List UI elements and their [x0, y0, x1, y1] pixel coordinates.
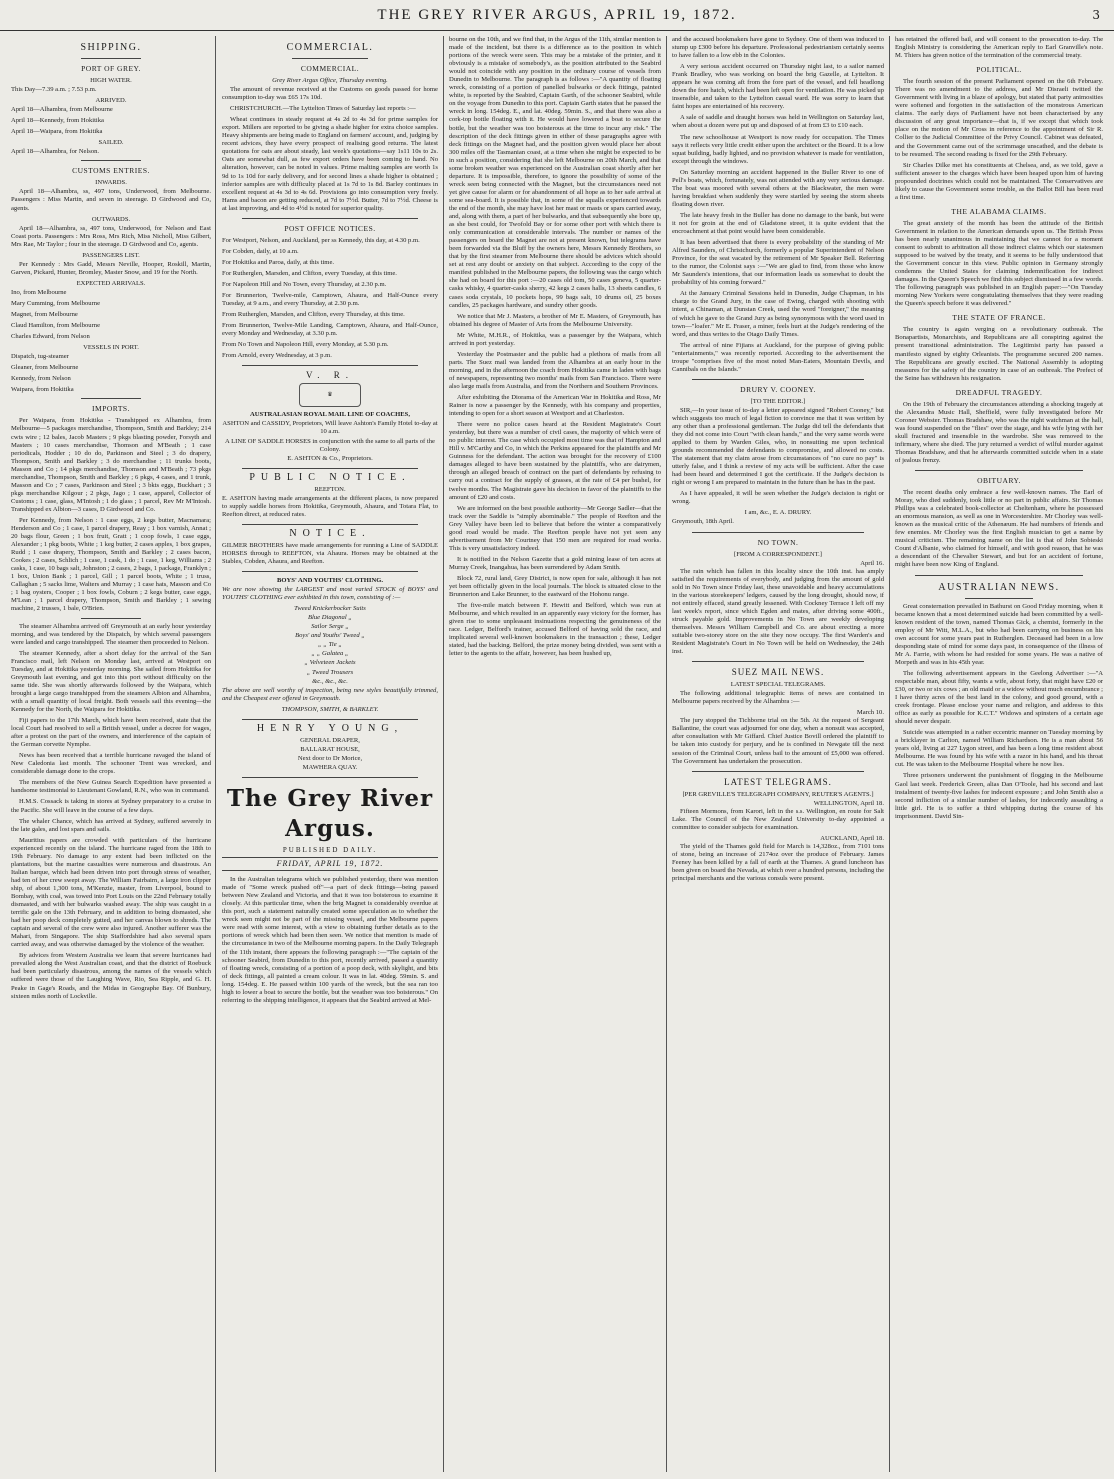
expected-item: Magnet, from Melbourne: [11, 311, 78, 319]
divider: [81, 398, 141, 399]
postoffice-item: For Hokitika and Paroa, daily, at this time.: [222, 258, 335, 266]
boys-clothing-item: „ „ Tie „: [317, 641, 342, 649]
commercial-paragraph: CHRISTCHURCH.—The Lyttelton Times of Saturday last reports :—: [230, 105, 416, 113]
political-heading: POLITICAL.: [976, 65, 1022, 75]
outwards-heading: OUTWARDS.: [91, 215, 131, 223]
australian-news-body: Great consternation prevailed in Bathurst on Good Friday morning, when it became known that a most determined suicide had been committed by a well-known resident of the town, named Thomas Gick, a chemist, formerly in the employ of Mr Witt, M.L.A., but who had been carrying on business on his own account for some years past in Rutherglen. Deceased had been in a low desponding state of mind for some days past, in consequence of the illness of Mr A. Farrie, with whom he had resided for some years. He was a native of Morpeth and was in his 45th year.: [895, 602, 1103, 666]
inport-item: Dispatch, tug-steamer: [11, 353, 69, 361]
article-paragraph: A sale of saddle and draught horses was held in Wellington on Saturday last, when about a dozen were put up and disposed of at from £3 to £10 each.: [672, 114, 884, 130]
expected-heading: EXPECTED ARRIVALS.: [76, 279, 146, 287]
article-paragraph: It has been advertised that there is every probability of the standing of Mr Alfred Saunders, of Christchurch, formerly a popular Superintendent of Nelson Province, for the seat vacated by the retirement of Mr Speaker Bell. Referring to the rumor, the Colonist says :—"We are glad to find, from those who know Mr Saunders's intentions, that our information leads us somewhat to doubt the probability of his coming forward.": [672, 239, 884, 287]
news-paragraph: The members of the New Guinea Search Expedition have presented a handsome testimonial to Lieutenant Gowland, R.N., who was in command.: [11, 779, 211, 795]
article-paragraph: There were no police cases heard at the Resident Magistrate's Court yesterday, but there was a number of civil cases, the majority of which were of no public interest. The case which occupied most time was that of Hampton and Hill v. M'Carthy and Co, in which the Perkins appeared for the plaintiffs and Mr Guinness for the defendant. The action was brought for the recovery of £100 damages alleged to have been sustained by the plaintiffs, who are dairymen, through an alleged breach of contract on the part of defendants by refusing to carry out a contract for the supply of grasses, at the rate of £4 per bushel, for twelve months. The Magistrate gave his decision in favor of the plaintiffs to the amount of £20 and costs.: [449, 421, 661, 501]
inwards-heading: INWARDS.: [95, 179, 127, 187]
divider: [242, 468, 418, 469]
highwater-heading: HIGH WATER.: [90, 77, 132, 84]
imports-entry: Per Waipara, from Hokitika - Transhipped ex Alhambra, from Melbourne—5 packages merchandise, Thompson, Smith and Barkley; 214 cwts wire ; 12 bales, Jacob Masters ; 9 pkgs blasting powder, Forsyth and Masters ; 10 cases merchandise, Thomson and M'Beath ; 1 case periodicals, Hodder ; 10 do do, Parkinson and Steel ; 3 do drapery, Thompson, Smith and Barkley ; 3 do merchandise ; 11 trunks boots, Masson and Co ; 14 pkgs merchandise, Thomson and M'Beath ; 73 pkgs merchandise, Thompson, Smith and Barkley ; 6 pkgs, 4 cases, and 1 trunk, Masson and Co ; 7 cases, Parkinson and Steel ; 3 bkts eggs, Buckhart ; 3 pkgs merchandise Kilgour ; 2 pkgs, Jago ; 1 case, apparel, Collector of Customs ; 1 case, glass, M'Intosh ; 1 do glass ; 1 parcel, Rev Mr M'Intosh. Transhipped ex Albion—3 cases, D Girdwood and Co.: [11, 417, 211, 513]
divider: [692, 661, 864, 662]
henry-young-line: GENERAL DRAPER,: [300, 736, 360, 744]
arrived-item: April 18—Waipara, from Hokitika: [11, 128, 103, 136]
divider: [915, 575, 1083, 576]
divider: [242, 719, 418, 720]
wellington-news: Fifteen Mormons, from Karori, left in the s.s. Wellington, en route for Salt Lake. The Council of the New Zealand University to-day appointed a committee to consider subjects for examination.: [672, 807, 884, 831]
notown-subheading: [FROM A CORRESPONDENT.]: [734, 550, 822, 558]
boys-clothing-item: Boys' and Youths' Tweed „: [295, 632, 365, 640]
news-paragraph: Mauritius papers are crowded with particulars of the hurricane experienced recently on the island. The hurricane raged from the 18th to 19th February. No damage to any extent had been inflicted on the plantations, but the marine casualties were numerous and disastrous. An Italian barque, which had been driven into port through stress of weather, had ten of her crew swept away. The William Fairbairn, a large iron clipper ship, of about 1,300 tons, M'Kenzie, master, from Liverpool, bound to Bombay, with coal, was towed into Port Louis on the 22nd February totally dismasted, and with her bulwarks washed away. The ship was caught in a terrific gale on the 13th February, and in addition to being dismasted, she had her poop deck completely gutted, and her canvas blown to shreds. The captain and several of the crew were also injured. Another sufferer was the Mahari, from Singapore. The ship Staffordshire had also several spars carried away, and was otherwise damaged by the violence of the weather.: [11, 836, 211, 949]
article-paragraph: Mr White, M.H.R., of Hokitika, was a passenger by the Waipara, which arrived in port yesterday.: [449, 331, 661, 347]
shipping-heading: SHIPPING.: [80, 42, 142, 53]
column-leader: [446, 36, 664, 1472]
obituary-heading: OBITUARY.: [977, 476, 1021, 486]
henry-young-line: MAWHERA QUAY.: [302, 763, 358, 771]
article-paragraph: We are informed on the best possible authority—Mr George Sadler—that the track over the Saddle is "simply abominable." The people of Reefton and the Grey Valley have been led to believe that before the winter a comparatively good road would be made. The Reefton people have not yet seen any advertisement from Mr Courtney that 150 men are required for road works. This is very unsatisfactory indeed.: [449, 504, 661, 552]
commercial-paragraph: The amount of revenue received at the Customs on goods passed for home consumption to-day was £65 17s 10d.: [222, 86, 438, 102]
boys-clothing-item: Sailor Serge „: [311, 623, 349, 631]
article-paragraph: bourne on the 10th, and we find that, in the Argus of the 11th, similar mention is made of the incident, but there is a difference as to the position in which portions of the wreck were seen. This may be a mistake of the printer, and it obviously is a mistake of somebody's, as the position attributed to the Seabird would not coincide with any position in the ordinary course of vessels from Dunedin to Melbourne. The paragraph is as follows :—"A quantity of floating wreck, consisting of a portion of panelled bulwarks or deck fittings, painted white, is reported by the Seabird, Captain Garth, of the schooner Seabird, while on the voyage from Dunedin to this port. Captain Garth states that he passed the wreck in long. 154deg. E., and lat. 40deg. 59min. S., and that there was also a cork-top bottle floating with it. He would have lowered a boat to secure the bottle, but the weather was too boisterous at the time to incur any risk." The description of the deck fittings given in either of these paragraphs agree with deck fittings on the Magnet had, and the position given would place her about 300 miles off the Tasmanian coast, at a time when she might be expected to be in such a position, considering that she left Melbourne on 20th March, and that some broken weather was experienced on the Australian coast shortly after her departure. It is impossible, therefore, to ignore the possibility of some of the wreck seen being connected with the Magnet, but the circumstances need not yet give cause for alarm or for abandonment of all hope as to her safe arrival at some sea-board. It is possible that, in some of the squalls experienced towards the end of the month, she may have lost her mast or masts or spars carried away, and, along with them, a part of her bulwarks, and that subsequently she bore up, as she best could, for Twofold Bay or for some other port with which there is only communication at considerable intervals. The number or names of the passengers on board the Magnet are not at present known, but telegrams have been forwarded via the Bluff by the owners here, Messrs Kennedy Brothers, so that by the first steamer from Melbourne there should be advices which should set at rest any doubt or anxiety on that subject. According to the copy of the manifest published in the Melbourne papers, the following was the cargo which she had on board for this port :—20 cases old tom, 50 cases geneva, 5 quarter-casks whisky, 4 quarter-casks sherry, 42 kegs 2 cases halls, 13 sheets candles, 6 cases soda crystals, 10 pockets hops, 99 bags salt, 10 drums oil, 25 boxes candles, 25 packages hardware, and sundry other goods.: [449, 36, 661, 309]
newspaper-flag: The Grey River Argus.: [226, 785, 434, 842]
article-paragraph: At the January Criminal Sessions held in Dunedin, Judge Chapman, in his charge to the Grand Jury, in the case of Ewing, charged with shooting with intent, a Chinaman, at Dunstan Creek, used the word "foreigner," the meaning of which he gave to the Grand Jury as being synonymous with the word used in town—"loafer." Mr E. Fraser, a miner, feels hurt at the Judge's rendering of the word, and thus writes to the Otago Daily Times.: [672, 290, 884, 338]
inwards-entry: April 18—Alhambra, ss, 497 tons, Underwood, from Melbourne. Passengers : Miss Martin, and seven in steerage. D Girdwood and Co, agents.: [11, 188, 211, 212]
column-rule: [443, 36, 444, 1472]
postoffice-item: For Napoleon Hill and No Town, every Thursday, at 2.30 p.m.: [222, 280, 387, 288]
henry-young-heading: HENRY YOUNG,: [256, 722, 404, 734]
expected-item: Ino, from Melbourne: [11, 288, 67, 296]
henry-young-line: Next door to Dr Morice,: [297, 754, 363, 762]
australian-news-body: Suicide was attempted in a rather eccentric manner on Tuesday morning by a bricklayer in Carlton, named William Richardson. He is a man about 56 years old, living at 227 Lygon street, and has been a long time resident about Melbourne. He was found by his wife with a razor in his hand, and his throat cut. He was taken to the Melbourne Hospital where he now lies.: [895, 729, 1103, 769]
commercial-heading: COMMERCIAL.: [286, 42, 374, 53]
postoffice-item: For Westport, Nelson, and Auckland, per ss Kennedy, this day, at 4.30 p.m.: [222, 236, 420, 244]
divider: [292, 58, 368, 59]
divider: [242, 218, 418, 219]
news-paragraph: By advices from Western Australia we learn that severe hurricanes had prevailed along the West Australian coast, and that the district of Roebuck had been particularly disastrous, among the names of the vessels which suffered were those of the Laughing Wave, Rio, Sea Ripple, and G. H. Peake in Gage's Roads, and the Midas in Geographe Bay. Of Bunbury, sixteen miles north of Lockville.: [11, 952, 211, 1000]
vr-heading: V. R.: [305, 370, 355, 381]
news-paragraph: The steamer Kennedy, after a short delay for the arrival of the San Francisco mail, left Nelson on Monday last, arrived at Westport on Tuesday, and at Hokitika yesterday morning. She sailed from Hokitika for Greymouth last evening, and got into this port without difficulty on the same tide. She was shortly afterwards followed by the Waipara, which brought a large cargo transhipped from the steamers Albion and Alhambra, with a small quantity of local freight. Both vessels sail this evening—the Kennedy for the North, the Waipara for Hokitika.: [11, 649, 211, 713]
notown-date: April 16.: [860, 559, 884, 567]
news-paragraph: Fiji papers to the 17th March, which have been received, state that the local Court had resolved to sell a British vessel, under a decree for wages, after a protest on the part of the owners, and interference of the captain of the German corvette Nymphe.: [11, 717, 211, 749]
boys-clothing-item: „ „ Galatea „: [311, 650, 349, 658]
inport-item: Gleaner, from Melbourne: [11, 364, 79, 372]
latest-telegrams-heading: LATEST TELEGRAMS.: [724, 776, 832, 787]
letter-body: SIR,—In your issue of to-day a letter appeared signed "Robert Cooney," but which suggests too much of legal fiction to convince me that it was written by any other than a professional gentleman. The Judge did tell the defendants that they did not come into Court "with clean hands," and the very same words were applied to them by Warden Giles, who, in nonsuiting me upon technical grounds recommended the defendants to compromise, and allowed no costs. The statement that my claim arose from circumstances of "no cure no pay" is utterly false, and I think a review of my acts will be sufficient. After the case had been heard and determined I got the certificate. If the Judge's decision is right or wrong I am prepared to maintain in the future than he has in the past.: [672, 406, 884, 487]
article-paragraph: The five-mile match between F. Hewitt and Belford, which was run at Melbourne, and which resulted in an apparently easy victory for the former, has given rise to some unpleasant insinuations respecting the genuineness of the race. Ledger, Belford's trainer, accused Belford of having sold the race, and implicated several well-known bookmakers in the transaction ; these, Ledger stated, had the backing. Belford, the prize money being divided, was sent with a letter to the agents to the affair, however, has been hushed up,: [449, 602, 661, 658]
mail-line-body: ASHTON and CASSIDY, Proprietors, Will leave Ashton's Family Hotel to-day at 10 a.m.: [222, 420, 438, 436]
boys-clothing-item: &c., &c., &c.: [312, 677, 348, 685]
letter-close: As I have appealed, it will be seen whether the Judge's decision is right or wrong.: [672, 490, 884, 506]
column-rule: [215, 36, 216, 1472]
suez-date: March 10.: [856, 709, 884, 717]
notown-heading: NO TOWN.: [757, 537, 799, 547]
drury-subheading: [TO THE EDITOR.]: [750, 397, 806, 405]
sailed-item: April 18—Alhambra, for Nelson.: [11, 148, 100, 156]
column-rule: [666, 36, 667, 1472]
obituary-body: The recent deaths only embrace a few well-known names. The Earl of Moray, who died suddenly, took little or no part in public affairs. Sir Thomas Phillips was a celebrated book-collector at Cheltenham, where he possessed an enormous mansion, as well as one in Worcestershire. Mr Chorley was well-known as the musical critic of the Athenæum. He had numbers of friends and few enemies. Mr Chorley was the first English musician to get a name by musical criticism. The remaining name on the list is that of John Sobieski Count d'Albanie, who claimed for himself, and with good reason, that he was a descendant of the Chevalier Stewart, and but for an accident of fortune, might have been now King of England.: [895, 489, 1103, 569]
divider: [81, 160, 141, 161]
article-paragraph: Yesterday the Postmaster and the public had a plethora of mails from all parts. The Suez mail was landed from the Alhambra at an early hour in the morning, and in the afternoon the coach from Hokitika came in laden with bags of newspapers, representing two months' mails from San Francisco. There were also large mails from Australia, and from the Northern and Southern Provinces.: [449, 350, 661, 390]
news-paragraph: The whaler Chance, which has arrived at Sydney, suffered severely in the late gales, and lost spars and sails.: [11, 817, 211, 833]
postoffice-item: From Arnold, every Wednesday, at 3 p.m.: [222, 352, 332, 360]
inport-heading: VESSELS IN PORT.: [83, 344, 139, 352]
divider: [915, 470, 1083, 471]
issue-date: FRIDAY, APRIL 19, 1872.: [222, 857, 438, 871]
arrived-item: April 18—Kennedy, from Hokitika: [11, 117, 104, 125]
column-news: [669, 36, 887, 1472]
column-shipping: [8, 36, 214, 1472]
public-notice-heading: PUBLIC NOTICE.: [249, 471, 411, 483]
letter-date: Greymouth, 18th April.: [672, 518, 734, 526]
suez-paragraph: The jury stopped the Tichborne trial on the 5th. At the request of Sergeant Ballantine, the court was adjourned for one day, when a nonsuit was accepted, after consultation with Mr Giffard. Chief Justice Bovill ordered the plaintiff to be taken into custody for perjury, and he is confined in Newgate till the next session of the Criminal Court, unless bail to the amount of £5,000 was offered. The Government has undertaken the prosecution.: [672, 717, 884, 765]
article-paragraph: The late heavy fresh in the Buller has done no damage to the bank, but were it not for groin at the end of Gladstone street, it is quite evident that the encroachment at that point would have been considerable.: [672, 211, 884, 236]
page-number: 3: [1092, 8, 1100, 22]
divider: [692, 532, 864, 533]
henry-young-line: BALLARAT HOUSE,: [300, 745, 360, 753]
boys-clothing-item: Tweed Knickerbocker Suits: [294, 605, 366, 613]
postoffice-item: For Rutherglen, Marsden, and Clifton, every Tuesday, at this time.: [222, 269, 397, 277]
article-paragraph: and the accused bookmakers have gone to Sydney. One of them was induced to stump up £300 before his departure. Professional pedestrianism certainly seems to have fallen to a low ebb in the Colonies.: [672, 36, 884, 60]
expected-item: Claud Hamilton, from Melbourne: [11, 322, 100, 330]
mail-line-title: AUSTRALASIAN ROYAL MAIL LINE OF COACHES,: [250, 411, 410, 419]
divider: [965, 598, 1033, 599]
suez-heading: SUEZ MAIL NEWS.: [731, 667, 825, 678]
published-daily: PUBLISHED DAILY.: [282, 846, 378, 854]
leader-article: In the Australian telegrams which we published yesterday, there was mention made of "Some wreck pushed off"—a part of deck fittings—being passed between New Zealand and Victoria, and that it was too boisterous to examine it closely. At this particular time, when the brig Magnet is considerably overdue at this port, such a statement naturally created some speculation as to whether the wreck seen might not be part of the missing vessel, and the Melbourne papers were read with some interest, with a view to obtaining further details as to the portions of wreck which had been then seen. We notice that mention is made of the circumstance in two of the Melbourne morning papers. In the Daily Telegraph of the 11th instant, there appears the following paragraph :—"The captain of the schooner Seabird, from Dunedin to this port, recently arrived, passed a quantity of floating wreck, consisting of a portion of a poop deck, with skylight, and bits of deck fittings, all painted a cream colour. It was in lat. 40deg. 59min. S. and long. 154deg. E. He passed within 100 yards of the wreck, but the sea ran too high to lower a boat to secure the bottle, but the weather was too boisterous." On referring to the shipping intelligence, it appears that the Seabird arrived at Mel-: [222, 876, 438, 1004]
column-foreign: [892, 36, 1106, 1472]
article-paragraph: A very serious accident occurred on Thursday night last, to a sailor named Frank Bradley, who was working on board the brig Gazelle, at Lyttelton. It appears he was coming aft from the fore part of the vessel, and fell headlong down the fore hatch, which had been left open for ventilation. He was picked up insensible, and taken to the Lyttelton casual ward. He was sorry to learn that faint hopes are entertained of his recovery.: [672, 63, 884, 111]
alabama-heading: THE ALABAMA CLAIMS.: [951, 206, 1047, 216]
tragedy-body: On the 19th of February the circumstances attending a shocking tragedy at the Alexandra Music Hall, Sheffield, were fully investigated before Mr Coroner Webster. Thomas Bradshaw, who was the night watchman at the hall, was found suspended on the "flies" over the stage, and his wife lying with her skull fractured and insensible in the wardrobe. She was removed to the infirmary, where she died. The jury returned a verdict of wilful murder against Thomas Bradshaw, and that he afterwards committed suicide when in a state of jealous frenzy.: [895, 400, 1103, 465]
divider: [242, 571, 418, 572]
boys-clothing-item: „ Velveteen Jackets: [304, 659, 356, 667]
divider: [242, 365, 418, 366]
article-paragraph: On Saturday morning an accident happened in the Buller River to one of Pell's boats, which, fortunately, was not attended with any very serious damage. The boat was moored with several others at the Blackwater, the men were having breakfast when suddenly they were startled by seeing the storm sheets floating down river.: [672, 168, 884, 208]
saddle-line: A LINE OF SADDLE HORSES in conjunction with the same to all parts of the Colony.: [225, 437, 435, 453]
drury-heading: DRURY V. COONEY.: [740, 384, 816, 394]
postoffice-item: From No Town and Napoleon Hill, every Monday, at 5.30 p.m.: [222, 341, 389, 349]
auckland-news: The yield of the Thames gold field for March is 14,328oz., from 7101 tons of stone, being an increase of 2174oz over the produce of February. James Feeney has been killed by a fall of earth at the Thames. A grand luncheon has been given on board the Nevada, at which over a hundred persons, including the principal merchants and the various consuls were present.: [672, 842, 884, 883]
commercial-subheading: COMMERCIAL.: [300, 64, 360, 73]
letter-signature: I am, &c., E. A. DRURY.: [744, 509, 812, 517]
arrived-item: April 18—Alhambra, from Melbourne: [11, 106, 113, 114]
france-heading: THE STATE OF FRANCE.: [952, 313, 1046, 323]
arrived-heading: ARRIVED.: [95, 97, 127, 105]
boys-clothing-footer: The above are well worthy of inspection, being new styles beautifully trimmed, and the Cheapest ever offered in Greymouth.: [222, 686, 438, 702]
expected-item: Charles Edward, from Nelson: [11, 333, 90, 341]
australian-news-heading: AUSTRALIAN NEWS.: [938, 581, 1060, 593]
news-paragraph: H.M.S. Cossack is taking in stores at Sydney preparatory to a cruise in the Pacific. She will leave in the course of a few days.: [11, 798, 211, 814]
masthead-title: THE GREY RIVER ARGUS, APRIL 19, 1872.: [377, 7, 737, 23]
customs-heading: CUSTOMS ENTRIES.: [72, 166, 150, 176]
commercial-dateline: Grey River Argus Office, Thursday evening.: [272, 77, 388, 84]
port-heading: PORT OF GREY.: [81, 64, 141, 73]
saddle-signature: E. ASHTON & Co., Proprietors.: [287, 454, 373, 462]
postoffice-item: For Brunnerton, Twelve-mile, Camptown, Ahaura, and Half-Ounce every Tuesday, at 9 a.m., and every Thursday, at 2.30 p.m.: [222, 291, 438, 308]
imports-entry: Per Kennedy, from Nelson : 1 case eggs, 2 kegs butter, Macnamara; Henderson and Co ; 1 case, 1 parcel drapery, Reay ; 1 box varnish, Annat ; 20 bags flour, Green ; 1 box fruit, Gratt ; 1 coop fowls, 1 case eggs, Alexander ; 1 pkg boots, White ; 1 keg butter, 2 cases apples, 1 box grapes, Rudd ; 1 case drapery, Thompson, Smith and Barkley ; 2 cases bacon, Cookes ; 2 cases, Schlich ; 1 case, 1 cask, 1 do ; 1 case, 1 keg, Williams ; 2 casks, 1 case, 10 bags salt, Johnston ; 2 cases, 2 bags, 1 package, Franklyn ; 1 box, Union Bank ; 1 parcel, Gill ; 1 parcel boots, White ; 1 truss, Callaghan ; 5 sacks lime, Walters and Murray ; 1 case hats, Masson and Co ; 1 bag oysters, Cooper ; 1 box fowls, Coburn ; 2 kegs butter, case eggs, M'Lean ; 1 parcel drapery, Thompson, Smith and Barkley ; 1 sewing machine, 2 trusses, 1 bale, O'Brien.: [11, 516, 211, 613]
article-paragraph: has retained the offered bail, and will consent to the prosecution to-day. The English Ministry is considering the American reply to Earl Granville's note. M. Thiers has given notice of the termination of the commercial treaty.: [895, 36, 1103, 60]
highwater-times: This Day—7.39 a.m. ; 7.53 p.m.: [11, 86, 97, 94]
article-paragraph: The new schoolhouse at Westport is now ready for occupation. The Times says it reflects very little credit either upon the architect or the Board. It is a low squat building, badly lighted, and no provision whatever is made for ventilation, except through the windows.: [672, 133, 884, 165]
divider: [692, 771, 864, 772]
australian-news-body: The following advertisement appears in the Geelong Advertiser :—"A respectable man, about fifty, wants a wife, about forty, that might have £20 or £30, or two or six cows ; an old maid or a widow without much encumbrance ; I have thirty acres of the best land in the colony, and good ground, with a creek frontage. Please enclose your name and religion, and address to this office as early as possible for K.C.T." Widows and spinsters of a certain age should never despair.: [895, 669, 1103, 726]
notown-body: The rain which has fallen in this locality since the 10th inst. has amply satisfied the requirements of everybody, and judging from the amount of gold sold in No Town since Friday last, these unavoidable and heavy accumulations in the various storekeepers' ledgers, caused by the long drought, should now, if not entirely effaced, stand greatly lessened. With Cockney Terrace I left off my last week's report, since which Egden and mates, after driving some 400ft., struck payable gold. Improvements in No Town are weekly developing themselves. Messrs William Campbell and Co. are about erecting a more suitable two-storey store on the site they now occupy. The first Warden's and Resident Magistrate's Court in No Town will be held on Wednesday, the 24th inst.: [672, 567, 884, 656]
latest-telegrams-sub: [PER GREVILLE'S TELEGRAPH COMPANY, REUTER'S AGENTS.]: [682, 790, 874, 798]
royal-arms-icon: ♛: [299, 383, 361, 407]
expected-item: Mary Cumming, from Melbourne: [11, 299, 101, 307]
divider: [242, 524, 418, 525]
suez-subheading: LATEST SPECIAL TELEGRAMS.: [730, 681, 826, 689]
article-paragraph: After exhibiting the Diorama of the American War in Hokitika and Ross, Mr Rainer is now a passenger by the Kennedy, with his company and properties, intending to open for a short season at Westport and at Charleston.: [449, 394, 661, 418]
sailed-heading: SAILED.: [98, 139, 124, 147]
divider: [242, 777, 418, 778]
postoffice-item: From Brunnerton, Twelve-Mile Landing, Camptown, Ahaura, and Half-Ounce, every Monday and Wednesday, at 3.30 p.m.: [222, 322, 438, 338]
commercial-paragraph: Wheat continues in steady request at 4s 2d to 4s 3d for prime samples for export. Millers are reported to be giving a shade higher for extra choice samples. Heavy shipments are being made to England on farmers' account, and, judging by recent advices, they have every prospect of realising good returns. The latest quotations for oats are about steady, last week's quotations—say 1s11 10s to 2s. Oats are somewhat dull, as few export orders have been coming to hand. No alteration, however, can be noted in values. Prime malting samples are worth 1s 9d to 1s 10d for early delivery, and for second lines a shade higher is obtained ; inferior samples are with difficulty placed at 1s 7d to 1s 8d. Barley continues in excellent request at 4s 3d to 4s 6d. Provisions go into consumption very freely. Hams and bacon are getting reduced, at 7d to 7½d. Butter, 7d to 7½d. Cheese is at last improving, and 4d to 4½d is noted for superior quality.: [222, 116, 438, 212]
article-paragraph: Block 72, rural land, Grey District, is now open for sale, although it has not yet been officially given in the local journals. The block is situated close to the Brunnerton and Lake Brunner, to the eastward of the Hohonu range.: [449, 575, 661, 599]
boys-clothing-body: We are now showing the LARGEST and most varied STOCK of BOYS' and YOUTHS' CLOTHING ever exhibited in this town, consisting of :—: [222, 586, 438, 602]
suez-body: The following additional telegraphic items of news are contained in Melbourne papers received by the Alhambra :—: [672, 690, 884, 706]
article-paragraph: We notice that Mr J. Masters, a brother of Mr E. Masters, of Greymouth, has obtained his degree of Master of Arts from the Melbourne University.: [449, 312, 661, 328]
political-body: The fourth session of the present Parliament opened on the 6th February. There was no amendment to the address, and Mr Disraeli twitted the Government with living in a blaze of apology, but stated that party animosities were softened and forgotten in the satisfaction of the monstrous American claims. The early days of Parliament have not been characterised by any discussion of any great importance—that is, if we except that which took place on the motion of Mr Cross in reference to the appointment of Sir R. Collier to the Judicial Committee of the Privy Council. Cabinet was defeated, and the Government came out of the scrimmage unscathed, and the debate is to be resumed. The second reading is fixed for the 29th February.: [895, 78, 1103, 158]
postoffice-heading: POST OFFICE NOTICES.: [284, 223, 376, 233]
news-paragraph: News has been received that a terrible hurricane ravaged the island of New Caledonia last month. The schooner Trent was wrecked, and considerable damage done to the crops.: [11, 752, 211, 776]
news-paragraph: The steamer Alhambra arrived off Greymouth at an early hour yesterday morning, and was tendered by the Dispatch, by which several passengers were landed and cargo transhipped. The steamer then proceeded to Nelson.: [11, 622, 211, 646]
outwards-entry: April 18—Alhambra, ss, 497 tons, Underwood, for Nelson and East Coast ports. Passengers : Mrs Ross, Mrs Rich, Miss Nicholl, Miss Gilbert, Mrs Rae, Mr Taylor ; four in the steerage. D Girdwood and Co, agents.: [11, 224, 211, 248]
postoffice-item: For Cobden, daily, at 10 a.m.: [222, 247, 299, 255]
political-body: Sir Charles Dilke met his constituents at Chelsea, and, as we told, gave a sufficient answer to the charges which have been heaped upon him of having propounded doctrines which could not be maintained. The Conservatives are likely to cause the Government some trouble, as the Ballot Bill has been read a first time.: [895, 161, 1103, 201]
passengers-entry: Per Kennedy : Mrs Gadd, Messrs Neville, Hooper, Roskill, Martin, Garven, Pickard, Hunter, Bromley, Master Snow, and 19 for the North.: [11, 260, 211, 276]
public-notice-body: E. ASHTON having made arrangements at the different places, is now prepared to supply saddle horses from Hokitika, Greymouth, Ahaura, and Totara Flat, to Reefton direct, at reduced rates.: [222, 494, 438, 518]
column-rule: [889, 36, 890, 1472]
imports-heading: IMPORTS.: [92, 404, 130, 414]
wellington-dateline: WELLINGTON, April 18.: [813, 799, 884, 807]
divider: [692, 379, 864, 380]
france-body: The country is again verging on a revolutionary outbreak. The Bonapartists, Monarchists, and Republicans are all conspiring against the present transitional administration. The Legitimist party has passed a manifesto signed by eighty Orleanists. The programme secured 200 names. The Republicans are greatly excited. The National Assembly is adopting measures for the safety of the country in case of an outbreak. The Prefect of the Seine has withdrawn his resignation.: [895, 326, 1103, 382]
column-commercial: [219, 36, 441, 1472]
australian-news-body: Three prisoners underwent the punishment of flogging in the Melbourne Gaol last week. Frederick Green, alias Dan O'Toole, had his second and last instalment of twenty-five lashes for indecent exposure ; and John Smith also a second infliction of a similar number of lashes, for indecently assaulting a little girl. He is to suffer a third whipping during the course of his imprisonment. David Sin-: [895, 772, 1103, 820]
notice-heading: NOTICE.: [289, 527, 371, 539]
inport-item: Kennedy, from Nelson: [11, 375, 71, 383]
boys-clothing-signature: THOMPSON, SMITH, & BARKLEY.: [281, 705, 379, 713]
article-paragraph: It is notified in the Nelson Gazette that a gold mining lease of ten acres at Murray Creek, Inangahua, has been surrendered by Adam Smith.: [449, 555, 661, 571]
postoffice-item: From Rutherglen, Marsden, and Clifton, every Thursday, at this time.: [222, 311, 405, 319]
inport-item: Waipara, from Hokitika: [11, 386, 74, 394]
auckland-dateline: AUCKLAND, April 18.: [820, 834, 884, 842]
boys-clothing-item: „ Tweed Trousers: [306, 668, 354, 676]
alabama-body: The great anxiety of the month has been the attitude of the British Government in relation to the American demands upon us. The British Press has been nearly unanimous in maintaining that we cannot for a moment consent to submit to arbitration all those indirect claims which our statesmen supposed to be waived by the treaty, and it seems to be fully understood that the Government concur in this view. Public opinion in Germany strongly condemns the United States for claiming indemnification for indirect damages. In the Queen's Speech we find this subject dismissed in a few words. The following paragraph was published in an English paper:—"On Tuesday morning New Yorkers were congratulating themselves that they were reading the Queen's speech before it was delivered.": [895, 219, 1103, 308]
article-paragraph: The arrival of nine Fijians at Auckland, for the purpose of giving public "entertainments," was recently reported. According to the advertisement the troupe "comprises five of the most noted Man-Eaters, Mountain Devils, and Cannibals on the Islands.": [672, 341, 884, 373]
boys-clothing-heading: BOYS' AND YOUTHS' CLOTHING.: [276, 577, 383, 585]
divider: [81, 58, 141, 59]
gilmer-notice: GILMER BROTHERS have made arrangements for running a Line of SADDLE HORSES through to REEFTON, via Ahaura. Horses may be obtained at the Stables, Cobden, Ahaura, and Reefton.: [222, 541, 438, 566]
tragedy-heading: DREADFUL TRAGEDY.: [955, 387, 1043, 397]
passengers-heading: PASSENGERS LIST.: [82, 251, 140, 259]
reefton-heading: REEFTON.: [314, 485, 346, 493]
masthead: [0, 0, 1114, 31]
divider: [81, 618, 141, 619]
boys-clothing-item: Blue Diagonal „: [308, 614, 352, 622]
